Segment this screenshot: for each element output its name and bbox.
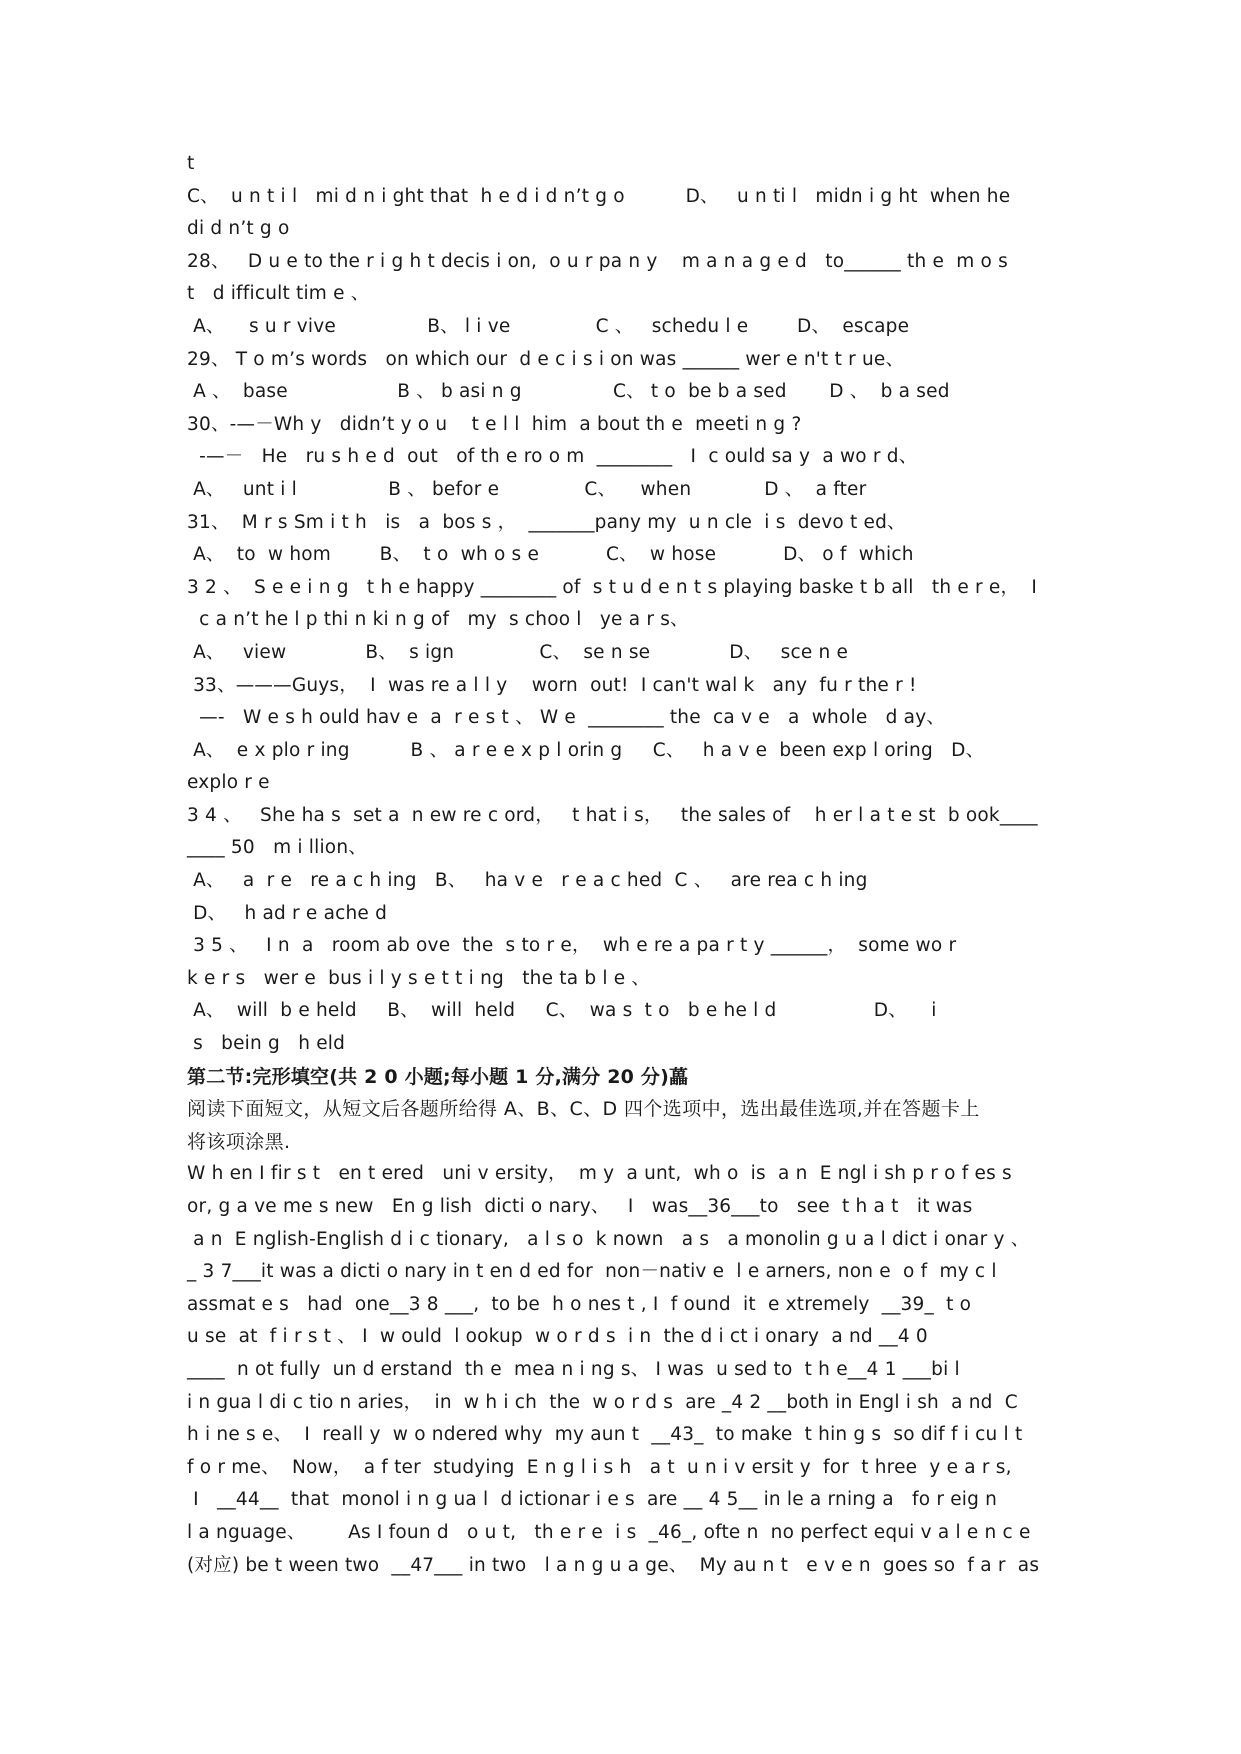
text-line: or, g a ve me s new En g lish dicti o nary、 I was__36___to see t h a t it was — [187, 1196, 973, 1217]
text-line: 31、 M r s Sm i t h is a bos s ， _______pany my u n cle i s devo t ed、 — [187, 511, 906, 533]
text-line: u se at f i r s t 、 I w ould l ookup w o r d s i n the d i ct i onary a nd __4 0 — [187, 1326, 928, 1348]
text-line: A、 view B、 s ign C、 se n se D、 sce n e — [187, 641, 849, 663]
text-line: i n gua l di c tio n aries， in w h i ch the w o r d s are _4 2 __both in Engl i sh a nd C — [187, 1391, 1018, 1413]
text-line: di d n’t g o — [187, 218, 290, 240]
text-line: ____ n ot fully un d erstand th e mea n i ng s、 I was u sed to t h e__4 1 ___bi l — [187, 1358, 960, 1380]
text-line: 将该项涂黑. — [187, 1130, 291, 1153]
text-line: A、 will b e held B、 will held C、 wa s t o b e he l d D、 i — [187, 1000, 937, 1022]
text-line: 3 2 、 S e e i n g t h e happy ________ of s t u d e n t s playing baske t b all th e r e， I — [187, 576, 1037, 598]
text-line: 阅读下面短文，从短文后各题所给得 A、B、C、D 四个选项中，选出最佳选项,并在答题卡上 — [187, 1098, 980, 1121]
text-line: ____ 50 m i llion、 — [187, 837, 367, 859]
text-line: h i ne s e、 I reall y w o ndered why my aun t __43_ to make t hin g s so dif f i cu l t — [187, 1424, 1023, 1446]
text-line: (对应) be t ween two __47___ in two l a n g u a ge、 My au n t e v e n goes so f a r as — [187, 1554, 1040, 1576]
text-line: A、 a r e re a c h ing B、 ha v e r e a c hed C 、 are rea c h ing — [187, 870, 868, 892]
section-heading: 第二节:完形填空(共 2 0 小题;每小题 1 分,满分 20 分)藟 — [187, 1065, 689, 1088]
text-line: _ 3 7___it was a dicti o nary in t en d ed for non－nativ e l e arners, non e o f my c l — [187, 1261, 997, 1283]
text-line: D、 h ad r e ache d — [187, 902, 388, 924]
text-line: t — [187, 153, 195, 174]
text-line: 3 5 、 I n a room ab ove the s to r e， wh e re a pa r t y ______， some wo r — [187, 935, 957, 957]
text-line: 33、———Guys， I was re a l l y worn out! I can't wal k any fu r the r ! — [187, 674, 917, 696]
text-line: A、 unt i l B 、 befor e C、 when D 、 a fter — [187, 478, 867, 500]
text-line: 29、 T o m’s words on which our d e c i s i on was ______ wer e n't t r ue、 — [187, 348, 905, 370]
text-line: -—－ He ru s h e d out of th e ro o m ________ I c ould sa y a wo r d、 — [187, 446, 918, 468]
text-line: 3 4 、 She ha s set a n ew re c ord， t hat i s， the sales of h er l a t e st b ook____ — [187, 804, 1038, 826]
text-line: A、 e x plo r ing B 、 a r e e x p l orin g C、 h a v e been exp l oring D、 — [187, 739, 985, 761]
text-line: W h en I fir s t en t ered uni v ersity， m y a unt, wh o is a n E ngl i sh p r o f es s — [187, 1163, 1012, 1185]
text-line: l a nguage、 As I foun d o u t, th e r e i s _46_, ofte n no perfect equi v a l e n c e — [187, 1521, 1031, 1543]
text-line: —- W e s h ould hav e a r e s t 、 W e ________ the ca v e a whole d ay、 — [187, 707, 946, 729]
text-line: f o r me、 Now， a f ter studying E n g l i s h a t u n i v ersit y for t hree y e a r s, — [187, 1456, 1012, 1478]
text-line: a n E nglish-English d i c tionary, a l s o k nown a s a monolin g u a l dict i onar y 、 — [187, 1228, 1030, 1250]
text-line: k e r s wer e bus i l y s e t t i ng the ta b l e 、 — [187, 967, 651, 989]
text-line: t d ifficult tim e 、 — [187, 283, 370, 305]
text-line: explo r e — [187, 772, 270, 794]
text-line: A、 s u r vive B、 l i ve C 、 schedu l e D、 escape — [187, 315, 910, 337]
text-line: assmat e s had one__3 8 ___, to be h o nes t , I f ound it e xtremely __39_ t o — [187, 1293, 972, 1315]
text-line: A、 to w hom B、 t o wh o s e C、 w hose D、 o f which — [187, 544, 914, 566]
text-line: I __44__ that monol i n g ua l d ictionar i e s are __ 4 5__ in le a rning a fo r eig n — [187, 1489, 998, 1511]
text-line: C、 u n t i l mi d n i ght that h e d i d n’t g o D、 u n ti l midn i g ht when he — [187, 185, 1011, 207]
text-line: 28、 D u e to the r i g h t decis i on, o u r pa n y m a n a g e d to______ th e m o s — [187, 250, 1008, 272]
text-line: c a n’t he l p thi n ki n g of my s choo l ye a r s、 — [187, 609, 689, 631]
text-line: 30、-—－Wh y didn’t y o u t e l l him a bout th e meeti n g ? — [187, 413, 802, 435]
text-line: s bein g h eld — [187, 1033, 346, 1055]
text-line: A 、 base B 、 b asi n g C、 t o be b a sed D 、 b a sed — [187, 381, 950, 403]
exam-text-body — [187, 148, 1067, 1582]
